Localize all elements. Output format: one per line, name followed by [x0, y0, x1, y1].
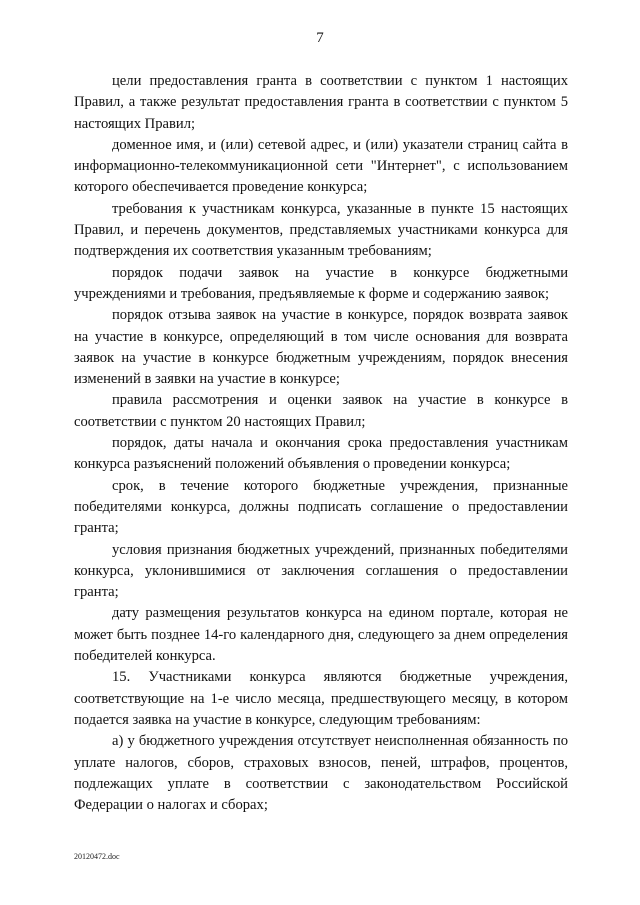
paragraph: требования к участникам конкурса, указанные в пункте 15 настоящих Правил, и перечень документов, представляемых участниками конкурса для подтверждения их соответствия указанным требованиям;: [74, 200, 568, 260]
paragraph: условия признания бюджетных учреждений, признанных победителями конкурса, уклонившимися от заключения соглашения о предоставлении гранта;: [74, 541, 568, 601]
document-body: [74, 71, 568, 816]
paragraph: порядок отзыва заявок на участие в конкурсе, порядок возврата заявок на участие в конкурсе, определяющий в том числе основания для возврата заявок на участие в конкурсе бюджетным учреждениям, порядок внесения изменений в заявки на участие в конкурсе;: [74, 307, 568, 388]
paragraph: цели предоставления гранта в соответствии с пунктом 1 настоящих Правил, а также результат предоставления гранта в соответствии с пунктом 5 настоящих Правил;: [74, 73, 568, 132]
paragraph: правила рассмотрения и оценки заявок на участие в конкурсе в соответствии с пунктом 20 настоящих Правил;: [74, 392, 568, 430]
paragraph: порядок, даты начала и окончания срока предоставления участникам конкурса разъяснений положений объявления о проведении конкурса;: [74, 435, 568, 473]
paragraph: 15. Участниками конкурса являются бюджетные учреждения, соответствующие на 1-е число месяца, предшествующего месяцу, в котором подается заявка на участие в конкурсе, следующим требованиям:: [74, 669, 568, 728]
paragraph: срок, в течение которого бюджетные учреждения, признанные победителями конкурса, должны подписать соглашение о предоставлении гранта;: [74, 477, 568, 537]
paragraph: порядок подачи заявок на участие в конкурсе бюджетными учреждениями и требования, предъявляемые к форме и содержанию заявок;: [74, 264, 568, 302]
page-number: 7: [316, 30, 324, 46]
paragraph: доменное имя, и (или) сетевой адрес, и (или) указатели страниц сайта в информационно-телекоммуникационной сети "Интернет", с использованием которого обеспечивается проведение конкурса;: [74, 136, 568, 196]
paragraph: дату размещения результатов конкурса на едином портале, которая не может быть позднее 14-го календарного дня, следующего за днем определения победителей конкурса.: [74, 605, 568, 665]
paragraph: а) у бюджетного учреждения отсутствует неисполненная обязанность по уплате налогов, сборов, страховых взносов, пеней, штрафов, процентов, подлежащих уплате в соответствии с законодательством Российской Федерации о налогах и сборах;: [74, 733, 568, 814]
footer-filename: 20120472.doc: [74, 852, 120, 861]
